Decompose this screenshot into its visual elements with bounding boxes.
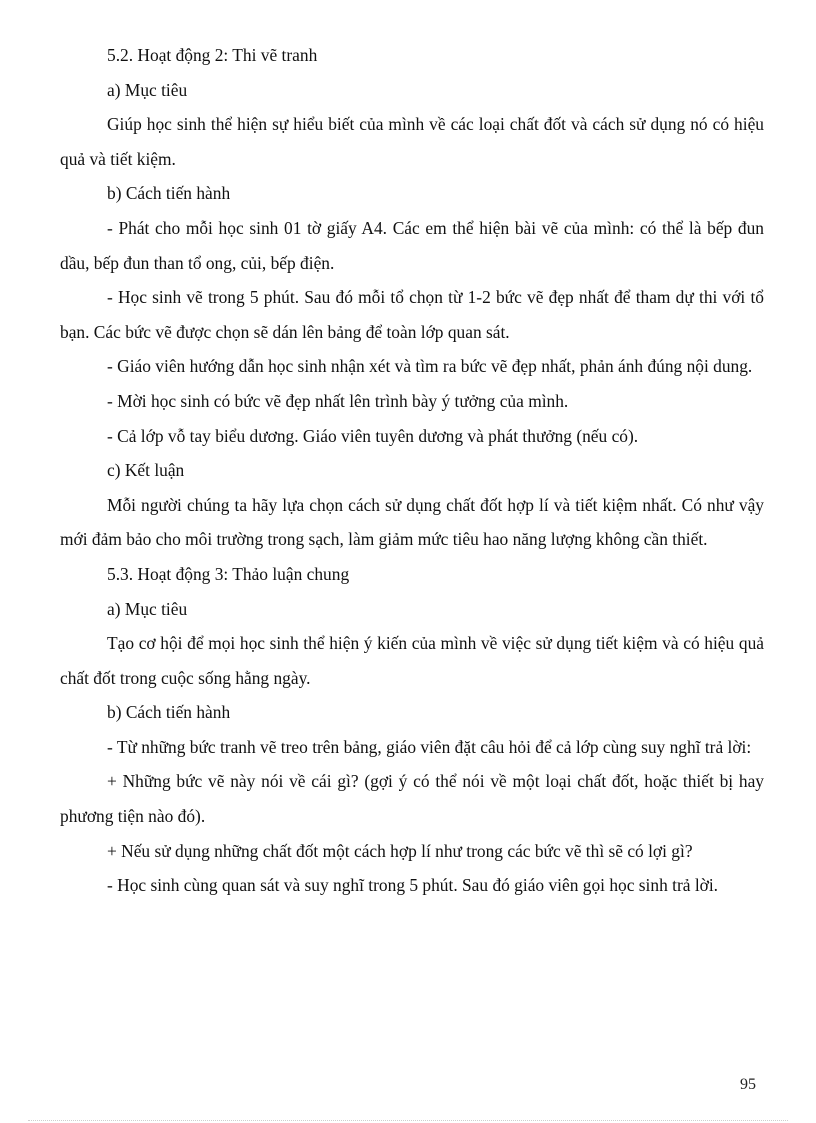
subheading: a) Mục tiêu (107, 598, 188, 619)
subheading: b) Cách tiến hành (107, 702, 231, 723)
page-number: 95 (740, 1076, 756, 1093)
paragraph: - Phát cho mỗi học sinh 01 tờ giấy A4. Các em thể hiện bài vẽ của mình: có thể là bếp đun dầu, bếp đun than tổ ong, củi, bếp điện. (60, 217, 764, 273)
paragraph: Tạo cơ hội để mọi học sinh thể hiện ý kiến của mình về việc sử dụng tiết kiệm và có hiệu quả chất đốt trong cuộc sống hằng ngày. (60, 633, 764, 688)
body-text (60, 38, 764, 903)
subheading: b) Cách tiến hành (107, 183, 231, 204)
paragraph: Giúp học sinh thể hiện sự hiểu biết của mình về các loại chất đốt và cách sử dụng nó có hiệu quả và tiết kiệm. (60, 114, 764, 169)
section-heading: 5.3. Hoạt động 3: Thảo luận chung (107, 563, 350, 584)
paragraph: - Mời học sinh có bức vẽ đẹp nhất lên trình bày ý tưởng của mình. (107, 390, 569, 411)
paragraph: Mỗi người chúng ta hãy lựa chọn cách sử dụng chất đốt hợp lí và tiết kiệm nhất. Có như vậy mới đảm bảo cho môi trường trong sạch, làm giảm mức tiêu hao năng lượng không cần thiết. (60, 494, 764, 550)
page-bottom-border (28, 1120, 788, 1121)
paragraph: - Học sinh vẽ trong 5 phút. Sau đó mỗi tổ chọn từ 1-2 bức vẽ đẹp nhất để tham dự thi với tổ bạn. Các bức vẽ được chọn sẽ dán lên bảng để toàn lớp quan sát. (60, 287, 764, 342)
paragraph: + Những bức vẽ này nói về cái gì? (gợi ý có thể nói về một loại chất đốt, hoặc thiết bị hay phương tiện nào đó). (60, 771, 764, 827)
subheading: c) Kết luận (107, 460, 185, 481)
paragraph: - Học sinh cùng quan sát và suy nghĩ trong 5 phút. Sau đó giáo viên gọi học sinh trả lời. (107, 875, 719, 896)
section-heading: 5.2. Hoạt động 2: Thi vẽ tranh (107, 45, 318, 65)
paragraph: - Từ những bức tranh vẽ treo trên bảng, giáo viên đặt câu hỏi để cả lớp cùng suy nghĩ trả lời: (107, 736, 752, 757)
subheading: a) Mục tiêu (107, 79, 188, 100)
paragraph: - Giáo viên hướng dẫn học sinh nhận xét và tìm ra bức vẽ đẹp nhất, phản ánh đúng nội dung. (107, 356, 753, 377)
paragraph: - Cả lớp vỗ tay biểu dương. Giáo viên tuyên dương và phát thưởng (nếu có). (107, 425, 639, 446)
paragraph: + Nếu sử dụng những chất đốt một cách hợp lí như trong các bức vẽ thì sẽ có lợi gì? (107, 840, 693, 861)
